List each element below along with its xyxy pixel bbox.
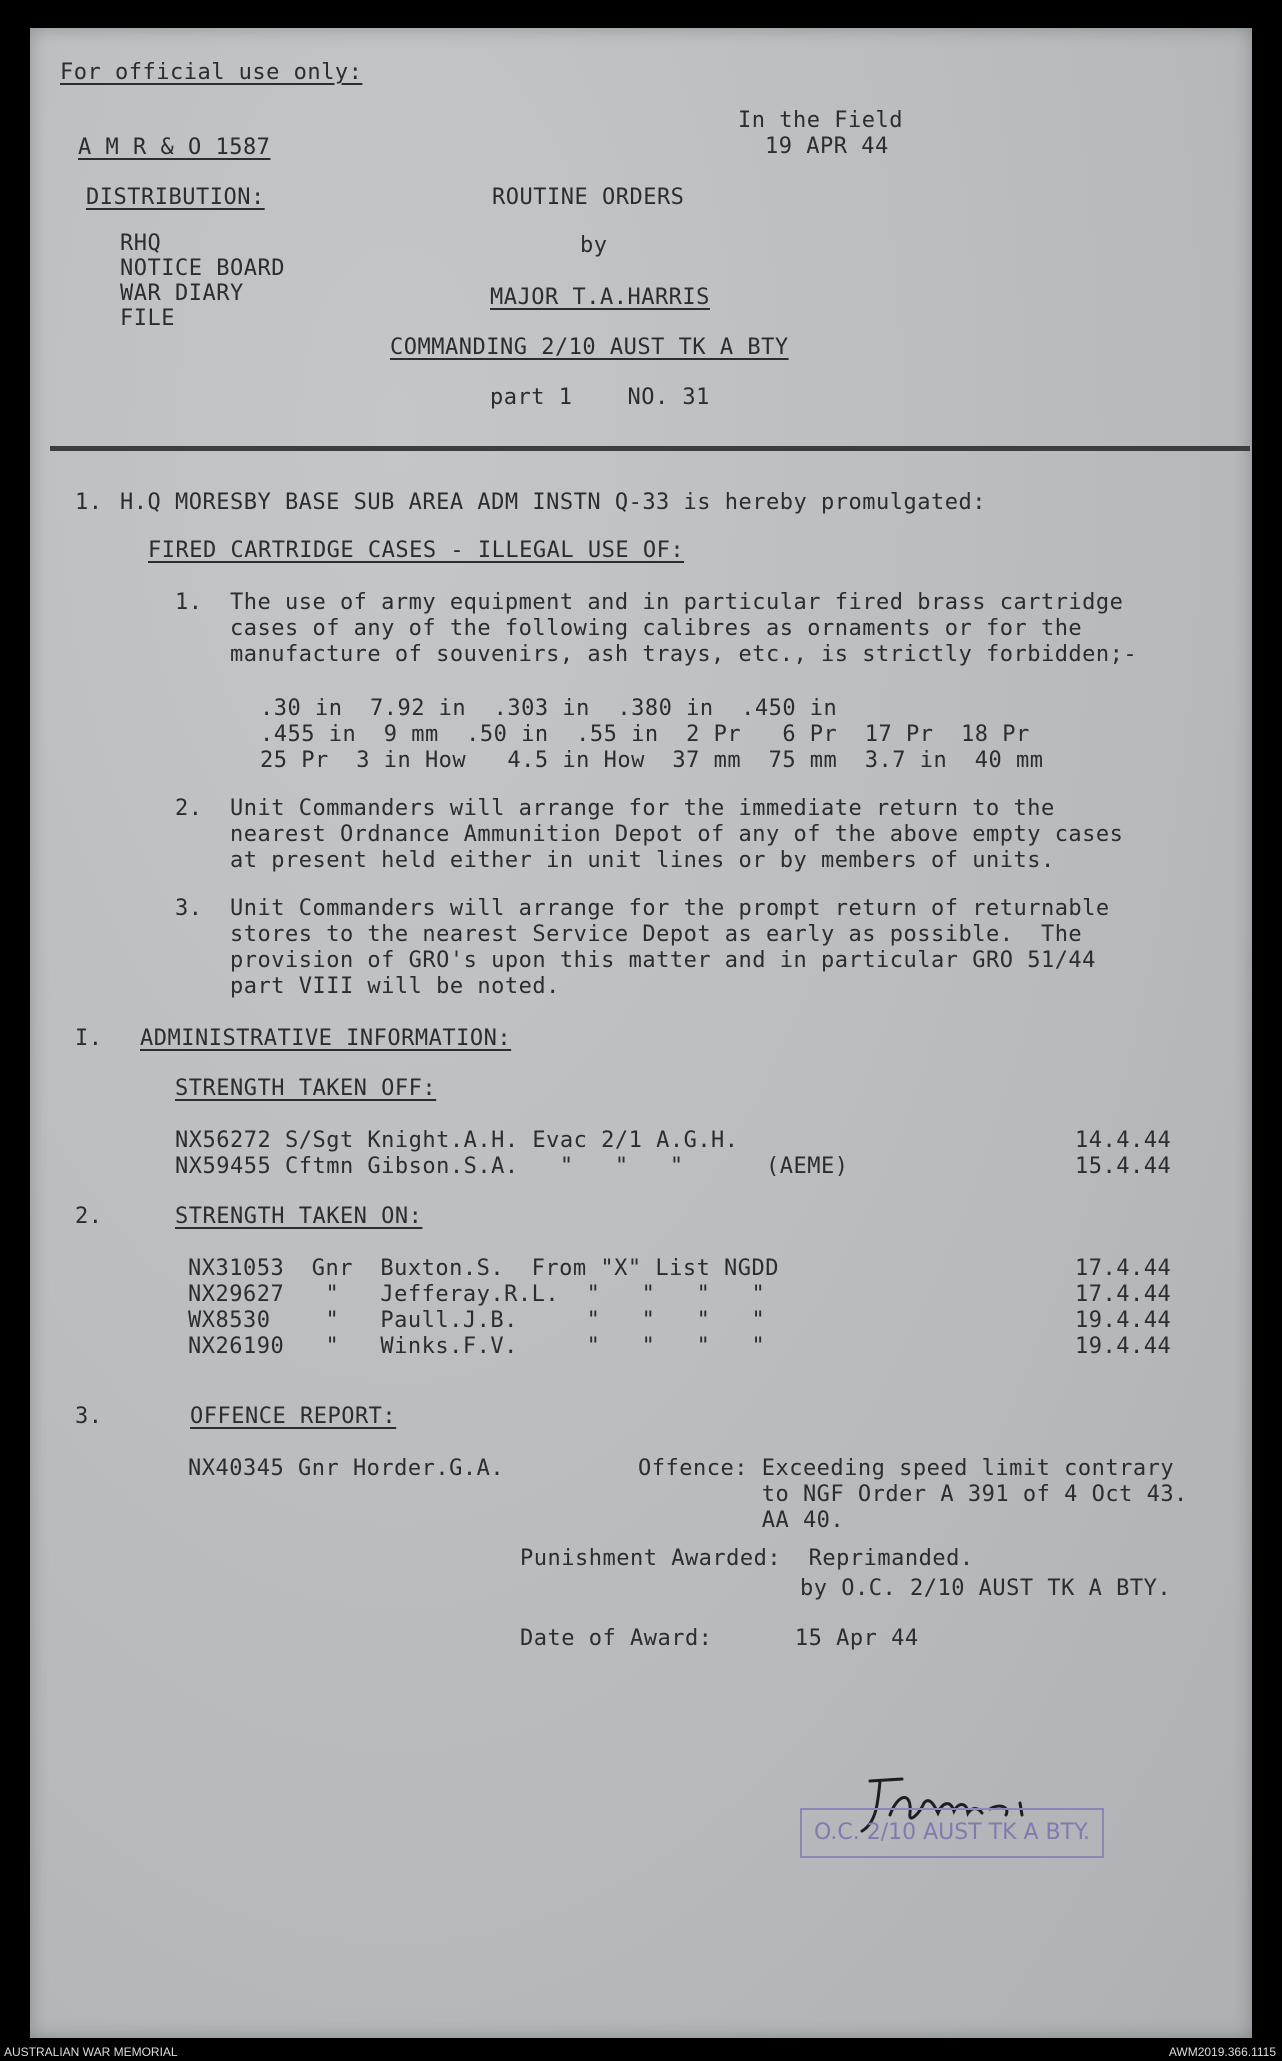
strength-on-row: NX26190 " Winks.F.V. " " " " [188,1334,766,1359]
order-date: 19 APR 44 [765,134,889,159]
strength-off-heading: STRENGTH TAKEN OFF: [175,1076,437,1101]
reference-number: A M R & O 1587 [78,135,271,160]
calibre-line: .455 in 9 mm .50 in .55 in 2 Pr 6 Pr 17 Pr 18 Pr [260,722,1030,747]
paragraph-line: manufacture of souvenirs, ash trays, etc., is strictly forbidden;- [175,642,1138,667]
strength-off-date: 14.4.44 [1075,1128,1172,1153]
strength-on-date: 17.4.44 [1075,1282,1172,1307]
strength-on-row: WX8530 " Paull.J.B. " " " " [188,1308,766,1333]
offence-line: AA 40. [638,1508,845,1533]
document-title: ROUTINE ORDERS [492,185,685,210]
paragraph-line: nearest Ordnance Ammunition Depot of any of the above empty cases [175,822,1124,847]
awarded-by: by O.C. 2/10 AUST TK A BTY. [800,1576,1172,1601]
official-use-label: For official use only: [60,60,363,85]
paragraph-line: provision of GRO's upon this matter and in particular GRO 51/44 [175,948,1096,973]
location-label: In the Field [738,108,903,133]
strength-on-date: 19.4.44 [1075,1308,1172,1333]
divider-rule [50,446,1250,451]
paragraph-line: part VIII will be noted. [175,974,560,999]
strength-on-date: 17.4.44 [1075,1256,1172,1281]
section-number: 1. [75,490,103,515]
strength-on-heading: STRENGTH TAKEN ON: [175,1204,423,1229]
distribution-item: WAR DIARY [120,281,244,306]
part-number: part 1 NO. 31 [490,385,710,410]
paragraph-line: 2. Unit Commanders will arrange for the immediate return to the [175,796,1055,821]
paragraph-line: at present held either in unit lines or by members of units. [175,848,1055,873]
section-heading: H.Q MORESBY BASE SUB AREA ADM INSTN Q-33 is hereby promulgated: [120,490,986,515]
unit-name: COMMANDING 2/10 AUST TK A BTY [390,335,789,360]
document-page [30,28,1252,2038]
strength-on-row: NX31053 Gnr Buxton.S. From "X" List NGDD [188,1256,780,1281]
strength-off-date: 15.4.44 [1075,1154,1172,1179]
section-number: 3. [75,1404,103,1429]
paragraph-line: stores to the nearest Service Depot as early as possible. The [175,922,1083,947]
offence-heading: OFFENCE REPORT: [190,1404,397,1429]
by-label: by [580,233,608,258]
paragraph-line: 1. The use of army equipment and in particular fired brass cartridge [175,590,1124,615]
strength-on-date: 19.4.44 [1075,1334,1172,1359]
paragraph-line: 3. Unit Commanders will arrange for the prompt return of returnable [175,896,1110,921]
date-of-award: Date of Award: 15 Apr 44 [520,1626,919,1651]
footer-accession: AWM2019.366.1115 [1168,2045,1276,2059]
punishment: Punishment Awarded: Reprimanded. [520,1546,974,1571]
distribution-item: RHQ [120,231,162,256]
section-number: 2. [75,1204,103,1229]
admin-heading: ADMINISTRATIVE INFORMATION: [140,1026,512,1051]
calibre-line: 25 Pr 3 in How 4.5 in How 37 mm 75 mm 3.7 in 40 mm [260,748,1044,773]
section-number: I. [75,1026,103,1051]
strength-on-row: NX29627 " Jefferay.R.L. " " " " [188,1282,766,1307]
distribution-item: FILE [120,306,175,331]
offence-line: to NGF Order A 391 of 4 Oct 43. [638,1482,1188,1507]
officer-name: MAJOR T.A.HARRIS [490,285,710,310]
footer-credit: AUSTRALIAN WAR MEMORIAL [4,2045,178,2059]
distribution-label: DISTRIBUTION: [86,185,265,210]
distribution-item: NOTICE BOARD [120,256,285,281]
strength-off-row: NX56272 S/Sgt Knight.A.H. Evac 2/1 A.G.H. [175,1128,739,1153]
section-subheading: FIRED CARTRIDGE CASES - ILLEGAL USE OF: [148,538,685,563]
offender: NX40345 Gnr Horder.G.A. [188,1456,505,1481]
offence-line: Offence: Exceeding speed limit contrary [638,1456,1175,1481]
strength-off-row: NX59455 Cftmn Gibson.S.A. " " " (AEME) [175,1154,849,1179]
unit-stamp: O.C. 2/10 AUST TK A BTY. [800,1808,1104,1858]
paragraph-line: cases of any of the following calibres as ornaments or for the [175,616,1083,641]
calibre-line: .30 in 7.92 in .303 in .380 in .450 in [260,696,838,721]
